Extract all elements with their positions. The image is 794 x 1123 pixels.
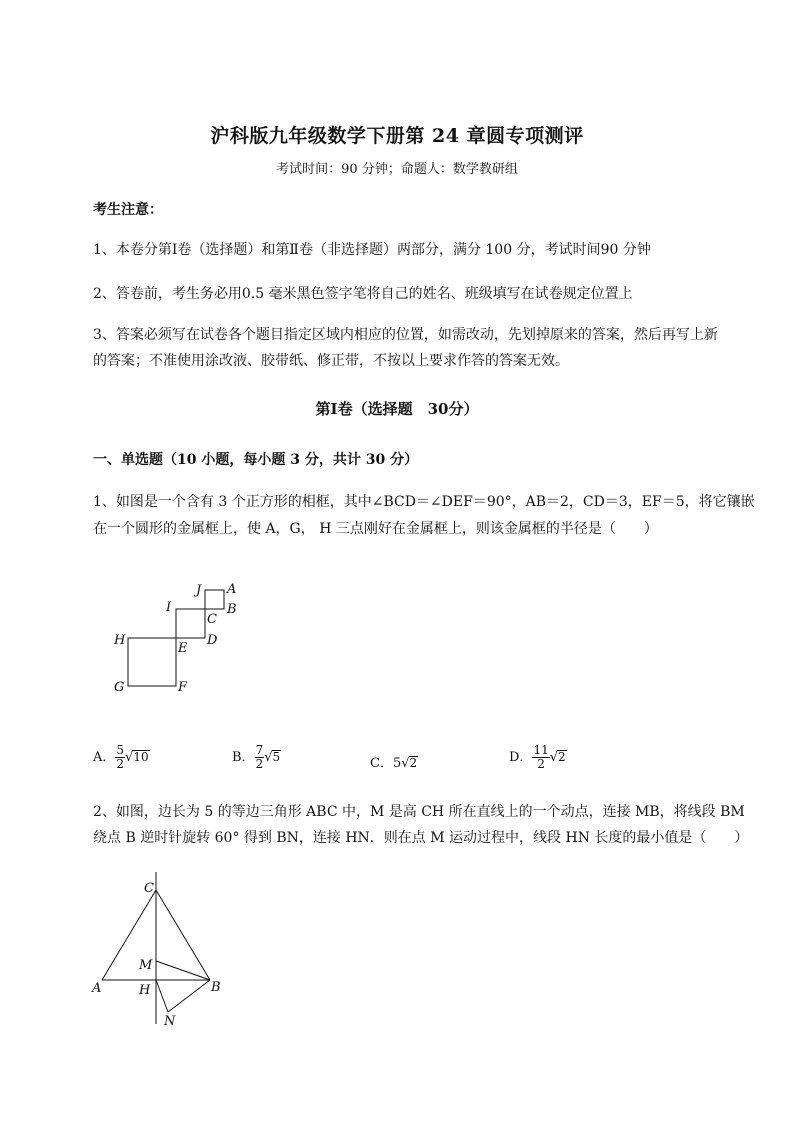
- medium-square: [176, 609, 205, 638]
- exam-info: 考试时间：90 分钟；命题人：数学教研组: [276, 162, 518, 177]
- large-square: [128, 638, 176, 686]
- segment-mb: [156, 961, 210, 980]
- part-heading: 一、单选题（10 小题，每小题 3 分，共计 30 分）: [93, 452, 419, 468]
- notice-item-2: 2、答卷前，考生务必用0.5 毫米黑色签字笔将自己的姓名、班级填写在试卷规定位置上: [93, 286, 633, 302]
- question-1-figure: [100, 578, 260, 698]
- label-C: C: [207, 612, 217, 627]
- question-1-line1: 1、如图是一个含有 3 个正方形的相框，其中∠BCD＝∠DEF＝90°，AB＝2，CD＝3，EF＝5，将它镶嵌: [93, 494, 755, 510]
- side-cb: [156, 890, 210, 980]
- label-E: E: [178, 641, 188, 656]
- question-2-figure: [88, 872, 228, 1032]
- option-d[interactable]: D． $\frac{11}{2}$ √2: [509, 743, 566, 771]
- label-B: B: [227, 602, 237, 617]
- notice-heading: 考生注意：: [93, 202, 163, 218]
- option-a[interactable]: A． $\frac{5}{2}$ √10: [93, 743, 149, 771]
- notice-item-1: 1、本卷分第Ⅰ卷（选择题）和第Ⅱ卷（非选择题）两部分，满分 100 分，考试时间90 分钟: [93, 242, 651, 258]
- label-D: D: [207, 633, 218, 648]
- label-H: H: [114, 633, 126, 648]
- page-title: 沪科版九年级数学下册第 24 章圆专项测评: [210, 125, 584, 147]
- label-C: C: [144, 881, 154, 896]
- segment-bn: [168, 980, 210, 1012]
- small-square: [205, 590, 224, 609]
- label-B: B: [211, 980, 221, 995]
- question-2-line1: 2、如图，边长为 5 的等边三角形 ABC 中，M 是高 CH 所在直线上的一个动点，连接 MB，将线段 BM: [93, 804, 745, 820]
- label-I: I: [166, 600, 172, 615]
- option-b[interactable]: B． $\frac{7}{2}$ √5: [232, 743, 281, 771]
- notice-item-3-line1: 3、答案必须写在试卷各个题目指定区域内相应的位置，如需改动，先划掉原来的答案，然后再写上新: [93, 327, 718, 343]
- label-J: J: [196, 583, 202, 598]
- label-N: N: [164, 1014, 176, 1029]
- notice-item-3-line2: 的答案；不准使用涂改液、胶带纸、修正带，不按以上要求作答的答案无效。: [93, 353, 569, 369]
- label-G: G: [114, 680, 125, 695]
- question-1-line2: 在一个圆形的金属框上，使 A，G， H 三点刚好在金属框上，则该金属框的半径是（ ）: [93, 521, 658, 537]
- label-A: A: [227, 582, 237, 597]
- label-F: F: [178, 680, 188, 695]
- label-A: A: [92, 981, 102, 996]
- label-M: M: [139, 958, 153, 973]
- section-title: 第Ⅰ卷（选择题 30分）: [315, 400, 479, 418]
- segment-hn: [156, 980, 168, 1012]
- label-H: H: [139, 983, 151, 998]
- question-2-line2: 绕点 B 逆时针旋转 60° 得到 BN，连接 HN．则在点 M 运动过程中，线段 HN 长度的最小值是（ ）: [93, 830, 749, 846]
- option-c[interactable]: C．5√2: [370, 756, 418, 771]
